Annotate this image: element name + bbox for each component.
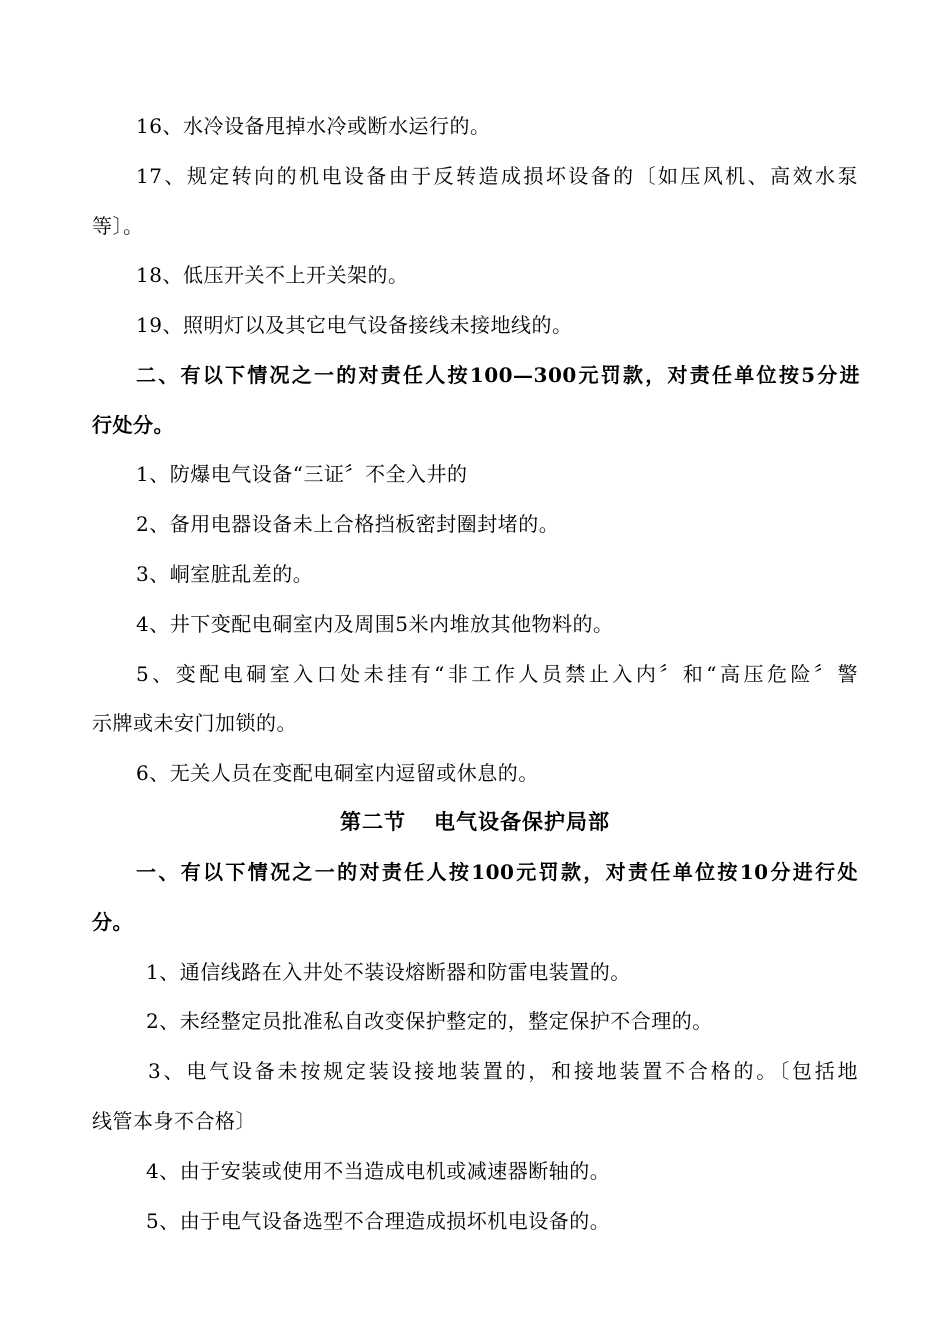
clause-1-heading: 一、有以下情况之一的对责任人按100元罚款，对责任单位按10分进行处: [136, 860, 858, 884]
clause-1-item-1: 1、通信线路在入井处不装设熔断器和防雷电装置的。: [146, 960, 631, 984]
clause-2-item-3: 3、峒室脏乱差的。: [136, 562, 314, 586]
section-title: 电气设备保护局部: [434, 809, 610, 834]
item-18: 18、低压开关不上开关架的。: [136, 263, 409, 287]
clause-2-item-4: 4、井下变配电硐室内及周围5米内堆放其他物料的。: [136, 612, 614, 636]
clause-1-item-2: 2、未经整定员批准私自改变保护整定的，整定保护不合理的。: [146, 1009, 713, 1033]
clause-1-item-4: 4、由于安装或使用不当造成电机或减速器断轴的。: [146, 1159, 611, 1183]
section-heading: [0, 808, 950, 836]
clause-2-heading-continuation: 行处分。: [92, 413, 174, 437]
item-16: 16、水冷设备甩掉水冷或断水运行的。: [136, 114, 491, 138]
item-17-continuation: 等〕。: [92, 214, 144, 238]
clause-1-item-5: 5、由于电气设备选型不合理造成损坏机电设备的。: [146, 1209, 611, 1233]
clause-1-heading-continuation: 分。: [92, 910, 133, 934]
clause-2-item-6: 6、无关人员在变配电硐室内逗留或休息的。: [136, 761, 539, 785]
item-19: 19、照明灯以及其它电气设备接线未接地线的。: [136, 313, 573, 337]
clause-2-item-1: 1、防爆电气设备“三证〞不全入井的: [136, 462, 468, 486]
item-17: 17、规定转向的机电设备由于反转造成损坏设备的〔如压风机、高效水泵: [136, 164, 858, 188]
clause-2-heading: 二、有以下情况之一的对责任人按100—300元罚款，对责任单位按5分进: [136, 363, 860, 387]
clause-2-item-5: 5、变配电硐室入口处未挂有“非工作人员禁止入内〞和“高压危险〞警: [136, 662, 858, 686]
clause-2-item-2: 2、备用电器设备未上合格挡板密封圈封堵的。: [136, 512, 560, 536]
clause-2-item-5-continuation: 示牌或未安门加锁的。: [92, 711, 297, 735]
clause-1-item-3: 3、电气设备未按规定装设接地装置的，和接地装置不合格的。〔包括地: [148, 1059, 858, 1083]
clause-1-item-3-continuation: 线管本身不合格〕: [92, 1109, 256, 1133]
section-number: 第二节: [340, 809, 406, 834]
